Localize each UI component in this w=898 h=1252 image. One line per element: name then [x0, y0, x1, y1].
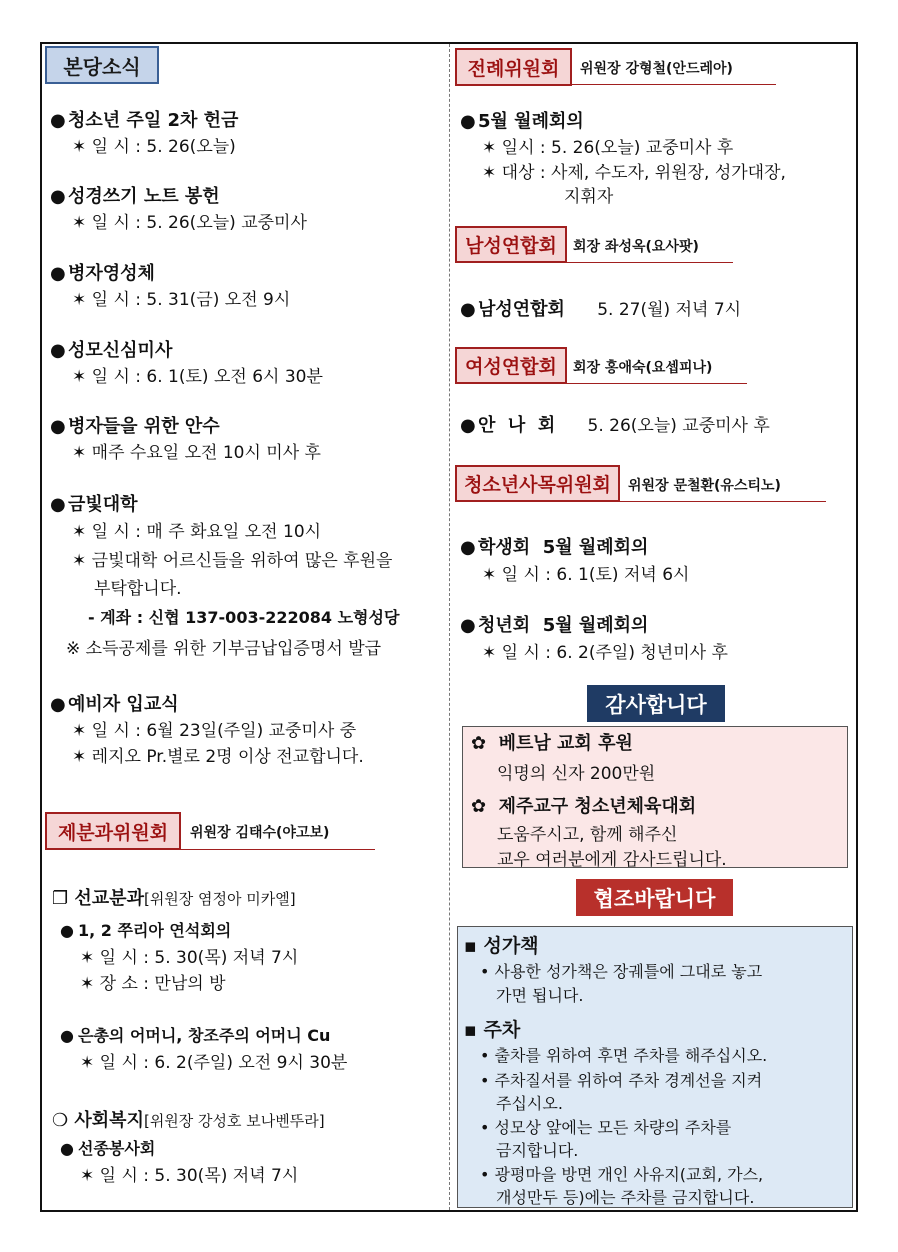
liturgy-item-line-2: ✶ 대상 : 사제, 수도자, 위원장, 성가대장, [482, 163, 786, 183]
thanks-box [462, 726, 848, 868]
committee-chair-liturgy: 위원장 강형철(안드레아) [580, 61, 733, 77]
mission-item-line-1: ✶ 일 시 : 5. 30(목) 저녁 7시 [80, 948, 299, 968]
welfare-item-line-1: ✶ 일 시 : 5. 30(목) 저녁 7시 [80, 1166, 299, 1186]
news-item-5-title: ● 병자들을 위한 안수 [50, 416, 220, 437]
parking-line-4: • 성모상 앞에는 모든 차량의 주차를 [480, 1118, 732, 1137]
bullet-icon: ● [50, 494, 66, 515]
news-item-7-line-2: ✶ 레지오 Pr.별로 2명 이상 전교합니다. [72, 747, 364, 767]
parking-line-2: • 주차질서를 위하여 주차 경계선을 지켜 [480, 1071, 763, 1090]
bullet-icon: ● [460, 299, 476, 320]
news-item-6-note: ※ 소득공제를 위한 기부금납입증명서 발급 [66, 639, 382, 659]
liturgy-item-line-3: 지휘자 [564, 187, 614, 207]
bullet-icon: ● [460, 615, 476, 636]
committee-title-liturgy: 전례위원회 [455, 48, 572, 86]
news-item-6-account: - 계좌 : 신협 137-003-222084 노형성당 [88, 608, 400, 627]
committee-chair-men: 회장 좌성옥(요사팟) [573, 239, 699, 255]
thanks-item-2-line-2: 교우 여러분에게 감사드립니다. [497, 850, 727, 870]
cooperation-title: 협조바랍니다 [576, 879, 733, 916]
bullet-icon: ● [50, 416, 66, 437]
mission-division-heading: ❐ 선교분과[위원장 염정아 미카엘] [52, 888, 296, 909]
news-item-3-line-1: ✶ 일 시 : 5. 31(금) 오전 9시 [72, 290, 291, 310]
bullet-icon: ● [50, 110, 66, 131]
bullet-icon: ● [460, 111, 476, 132]
parking-line-3: 주십시오. [496, 1094, 563, 1113]
thanks-item-1-title: ✿ 베트남 교회 후원 [471, 733, 633, 754]
news-item-4-line-1: ✶ 일 시 : 6. 1(토) 오전 6시 30분 [72, 367, 323, 387]
parking-line-5: 금지합니다. [496, 1141, 579, 1160]
bullet-icon: ● [50, 694, 66, 715]
committee-underline-jebun [181, 849, 375, 850]
news-item-2-line-1: ✶ 일 시 : 5. 26(오늘) 교중미사 [72, 213, 307, 233]
news-item-6-line-1: ✶ 일 시 : 매 주 화요일 오전 10시 [72, 522, 322, 542]
men-item: ● 남성연합회 5. 27(월) 저녁 7시 [460, 299, 742, 320]
news-item-6-line-3: 부탁합니다. [94, 579, 182, 599]
parking-line-6: • 광평마을 방면 개인 사유지(교회, 가스, [480, 1165, 764, 1184]
thanks-item-2-line-1: 도움주시고, 함께 해주신 [497, 825, 678, 845]
youth-item-2-title: ● 청년회 5월 월례회의 [460, 615, 649, 636]
bullet-icon: ● [50, 186, 66, 207]
bullet-icon: ● [60, 921, 74, 940]
women-item: ● 안 나 회 5. 26(오늘) 교중미사 후 [460, 415, 770, 436]
welfare-item-title: ● 선종봉사회 [60, 1139, 156, 1158]
news-item-6-title: ● 금빛대학 [50, 494, 138, 515]
liturgy-item-title: ● 5월 월례회의 [460, 111, 584, 132]
column-divider [449, 44, 450, 1210]
hymnbook-line-2: 가면 됩니다. [496, 986, 584, 1005]
youth-item-1-title: ● 학생회 5월 월례회의 [460, 537, 649, 558]
youth-item-2-line-1: ✶ 일 시 : 6. 2(주일) 청년미사 후 [482, 643, 728, 663]
thanks-title: 감사합니다 [587, 685, 725, 722]
parking-line-7: 개성만두 등)에는 주차를 금지합니다. [496, 1188, 755, 1207]
cooperation-box [457, 926, 853, 1208]
committee-chair-jebun: 위원장 김태수(야고보) [190, 825, 330, 841]
committee-title-women: 여성연합회 [455, 347, 567, 384]
committee-title-youth: 청소년사목위원회 [455, 465, 620, 502]
mission-item-line-2: ✶ 장 소 : 만남의 방 [80, 974, 226, 994]
news-item-7-title: ● 예비자 입교식 [50, 694, 179, 715]
bullet-icon: ● [60, 1139, 74, 1158]
bullet-icon: ● [460, 537, 476, 558]
welfare-division-heading: ❍ 사회복지[위원장 강성호 보나벤뚜라] [52, 1110, 325, 1131]
parking-heading: ▪ 주차 [464, 1019, 521, 1041]
news-item-1-title: ● 청소년 주일 2차 헌금 [50, 110, 239, 131]
news-item-1-line-1: ✶ 일 시 : 5. 26(오늘) [72, 137, 236, 157]
committee-underline-men [567, 262, 733, 263]
committee-underline-women [567, 383, 747, 384]
committee-title-men: 남성연합회 [455, 226, 567, 263]
liturgy-item-line-1: ✶ 일시 : 5. 26(오늘) 교중미사 후 [482, 138, 734, 158]
news-item-6-line-2: ✶ 금빛대학 어르신들을 위하여 많은 후원을 [72, 551, 393, 571]
section-title-parish-news: 본당소식 [45, 46, 159, 84]
news-item-3-title: ● 병자영성체 [50, 263, 155, 284]
hymnbook-line-1: • 사용한 성가책은 장궤틀에 그대로 놓고 [480, 962, 763, 981]
mission-item-title: ● 1, 2 쭈리아 연석회의 [60, 921, 232, 940]
committee-underline-youth [620, 501, 826, 502]
committee-underline-liturgy [572, 84, 776, 85]
committee-chair-youth: 위원장 문철환(유스티노) [628, 478, 781, 494]
news-item-2-title: ● 성경쓰기 노트 봉헌 [50, 186, 220, 207]
committee-title-jebun: 제분과위원회 [45, 812, 181, 850]
hymnbook-heading: ▪ 성가책 [464, 935, 539, 957]
youth-item-1-line-1: ✶ 일 시 : 6. 1(토) 저녁 6시 [482, 565, 690, 585]
bullet-icon: ● [50, 340, 66, 361]
news-item-7-line-1: ✶ 일 시 : 6월 23일(주일) 교중미사 중 [72, 721, 357, 741]
bullet-icon: ● [460, 415, 476, 436]
mary-item-line-1: ✶ 일 시 : 6. 2(주일) 오전 9시 30분 [80, 1053, 348, 1073]
thanks-item-1-line: 익명의 신자 200만원 [497, 764, 656, 784]
thanks-item-2-title: ✿ 제주교구 청소년체육대회 [471, 796, 697, 817]
mary-item-title: ● 은총의 어머니, 창조주의 어머니 Cu [60, 1026, 331, 1045]
news-item-4-title: ● 성모신심미사 [50, 340, 173, 361]
news-item-5-line-1: ✶ 매주 수요일 오전 10시 미사 후 [72, 443, 321, 463]
committee-chair-women: 회장 홍애숙(요셉피나) [573, 360, 713, 376]
parking-line-1: • 출차를 위하여 후면 주차를 해주십시오. [480, 1046, 768, 1065]
bullet-icon: ● [60, 1026, 74, 1045]
bullet-icon: ● [50, 263, 66, 284]
